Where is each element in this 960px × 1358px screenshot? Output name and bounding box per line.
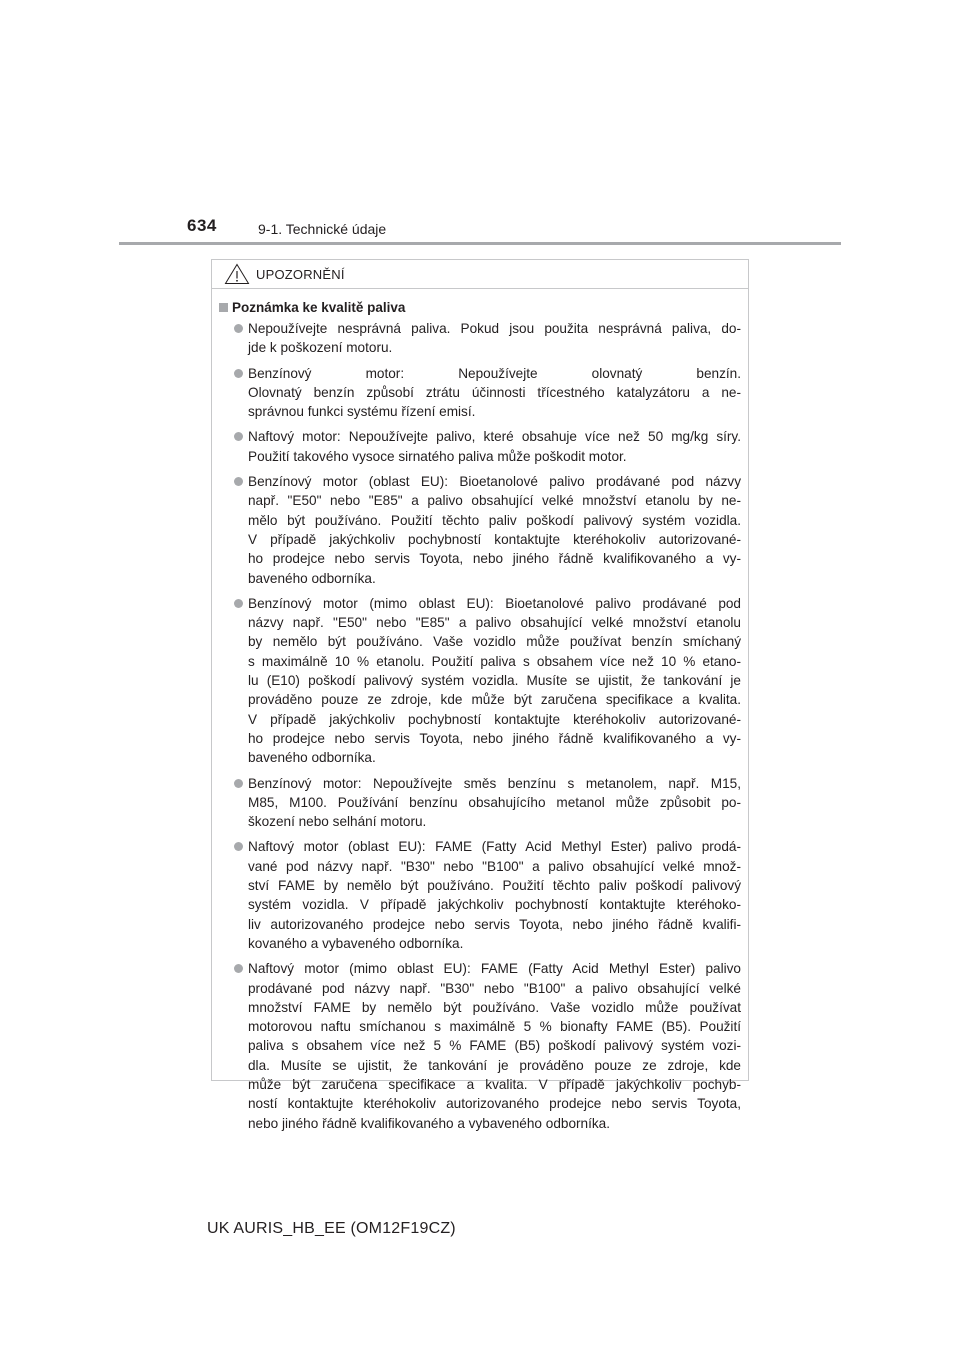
item-text-line: motorovou naftu smíchanou s maximálně 5 % bionafty FAME (B5). Použití bbox=[248, 1019, 741, 1035]
circle-bullet-icon bbox=[234, 432, 243, 441]
item-text-line: ho prodejce nebo servis Toyota, nebo jiného řádně kvalifikovaného a vy- bbox=[248, 551, 741, 567]
item-text-line: ností kontaktujte kteréhokoliv autorizovaného prodejce nebo servis Toyota, bbox=[248, 1096, 741, 1112]
circle-bullet-icon bbox=[234, 842, 243, 851]
list-item bbox=[219, 594, 741, 768]
item-text-line: názvy např. "E50" nebo "E85" a palivo obsahující velké množství etanolu bbox=[248, 615, 741, 631]
list-item bbox=[219, 959, 741, 1133]
item-text-line: Benzínový motor: Nepoužívejte olovnatý benzín. bbox=[248, 365, 741, 381]
warning-triangle-icon bbox=[224, 263, 250, 285]
list-item bbox=[219, 319, 741, 358]
caution-title: UPOZORNĚNÍ bbox=[256, 266, 345, 282]
item-text-line: ství FAME by nemělo být používáno. Použití těchto paliv poškodí palivový bbox=[248, 878, 741, 894]
item-text-line: mělo být používáno. Použití těchto paliv poškodí palivový systém vozidla. bbox=[248, 512, 741, 528]
item-text-line: Použití takového vysoce sirnatého paliva může poškodit motor. bbox=[248, 448, 627, 464]
circle-bullet-icon bbox=[234, 964, 243, 973]
circle-bullet-icon bbox=[234, 779, 243, 788]
item-text-line: paliva s obsahem více než 5 % FAME (B5) poškodí palivový systém vozi- bbox=[248, 1038, 741, 1054]
list-item bbox=[219, 837, 741, 953]
item-text-line: škození nebo selhání motoru. bbox=[248, 814, 427, 830]
item-text-line: Olovnatý benzín způsobí ztrátu účinnosti třícestného katalyzátoru a ne- bbox=[248, 384, 741, 400]
item-text-line: prodávané pod názvy např. "B30" nebo "B100" a palivo obsahující velké bbox=[248, 980, 741, 996]
caution-header bbox=[212, 260, 748, 289]
item-text-line: Benzínový motor (mimo oblast EU): Bioetanolové palivo prodávané pod bbox=[248, 595, 741, 611]
item-text-line: by nemělo být používáno. Vaše vozidlo může používat benzín smíchaný bbox=[248, 634, 741, 650]
item-text-line: jde k poškození motoru. bbox=[248, 340, 393, 356]
item-text-line: s maximálně 10 % etanolu. Použití paliva s obsahem více než 10 % etano- bbox=[248, 653, 741, 669]
page-number: 634 bbox=[187, 216, 217, 235]
item-text-line: Naftový motor: Nepoužívejte palivo, které obsahuje více než 50 mg/kg síry. bbox=[248, 429, 741, 445]
circle-bullet-icon bbox=[234, 477, 243, 486]
list-item bbox=[219, 774, 741, 832]
item-text-line: lu (E10) poškodí palivový systém vozidla. Musíte se ujistit, že tankování je bbox=[248, 673, 741, 689]
item-text-line: Naftový motor (mimo oblast EU): FAME (Fatty Acid Methyl Ester) palivo bbox=[248, 961, 741, 977]
item-text-line: ho prodejce nebo servis Toyota, nebo jiného řádně kvalifikovaného a vy- bbox=[248, 730, 741, 746]
circle-bullet-icon bbox=[234, 599, 243, 608]
caution-list bbox=[219, 319, 741, 1133]
item-text-line: Benzínový motor (oblast EU): Bioetanolové palivo prodávané pod názvy bbox=[248, 474, 741, 490]
item-text-line: V případě jakýchkoliv pochybností kontaktujte kteréhokoliv autorizované- bbox=[248, 711, 741, 727]
item-text-line: kovaného a vybaveného odborníka. bbox=[248, 935, 464, 951]
item-text-line: systém vozidla. V případě jakýchkoliv pochybností kontaktujte kteréhoko- bbox=[248, 897, 741, 913]
subheading-text: Poznámka ke kvalitě paliva bbox=[232, 300, 406, 315]
item-text-line: dla. Musíte se ujistit, že tankování je prováděno pouze ze zdroje, kde bbox=[248, 1057, 741, 1073]
item-text-line: Benzínový motor: Nepoužívejte směs benzínu s metanolem, např. M15, bbox=[248, 775, 741, 791]
manual-code: UK AURIS_HB_EE (OM12F19CZ) bbox=[207, 1220, 456, 1237]
item-text-line: množství FAME by nemělo být používáno. Vaše vozidlo může používat bbox=[248, 999, 741, 1015]
header-rule bbox=[119, 242, 841, 245]
item-text-line: liv autorizovaného prodejce nebo servis Toyota, nebo jiného řádně kvalifi- bbox=[248, 916, 741, 932]
item-text-line: prováděno pouze ze zdroje, kde může být zaručena specifikace a kvalita. bbox=[248, 692, 741, 708]
circle-bullet-icon bbox=[234, 324, 243, 333]
item-text-line: nebo jiného řádně kvalifikovaného a vybaveného odborníka. bbox=[248, 1115, 611, 1131]
square-bullet-icon bbox=[219, 303, 228, 312]
item-text-line: baveného odborníka. bbox=[248, 750, 376, 766]
list-item bbox=[219, 472, 741, 588]
caution-box bbox=[211, 259, 749, 1131]
item-text-line: Nepoužívejte nesprávná paliva. Pokud jsou použita nesprávná paliva, do- bbox=[248, 321, 741, 336]
item-text-line: může být zaručena specifikace a kvalita. V případě jakýchkoliv pochyb- bbox=[248, 1076, 741, 1092]
subheading bbox=[219, 300, 741, 315]
item-text-line: Naftový motor (oblast EU): FAME (Fatty Acid Methyl Ester) palivo prodá- bbox=[248, 839, 741, 855]
item-text-line: baveného odborníka. bbox=[248, 570, 376, 586]
item-text-line: např. "E50" nebo "E85" a palivo obsahující velké množství etanolu by ne- bbox=[248, 493, 741, 509]
item-text-line: V případě jakýchkoliv pochybností kontaktujte kteréhokoliv autorizované- bbox=[248, 531, 741, 547]
section-title: 9-1. Technické údaje bbox=[258, 221, 387, 237]
list-item bbox=[219, 364, 741, 422]
caution-body bbox=[212, 289, 748, 1133]
circle-bullet-icon bbox=[234, 369, 243, 378]
item-text-line: vané pod názvy např. "B30" nebo "B100" a palivo obsahující velké množ- bbox=[248, 858, 741, 874]
item-text-line: správnou funkci systému řízení emisí. bbox=[248, 404, 476, 420]
item-text-line: M85, M100. Používání benzínu obsahujícího metanol může způsobit po- bbox=[248, 794, 741, 810]
list-item bbox=[219, 427, 741, 466]
